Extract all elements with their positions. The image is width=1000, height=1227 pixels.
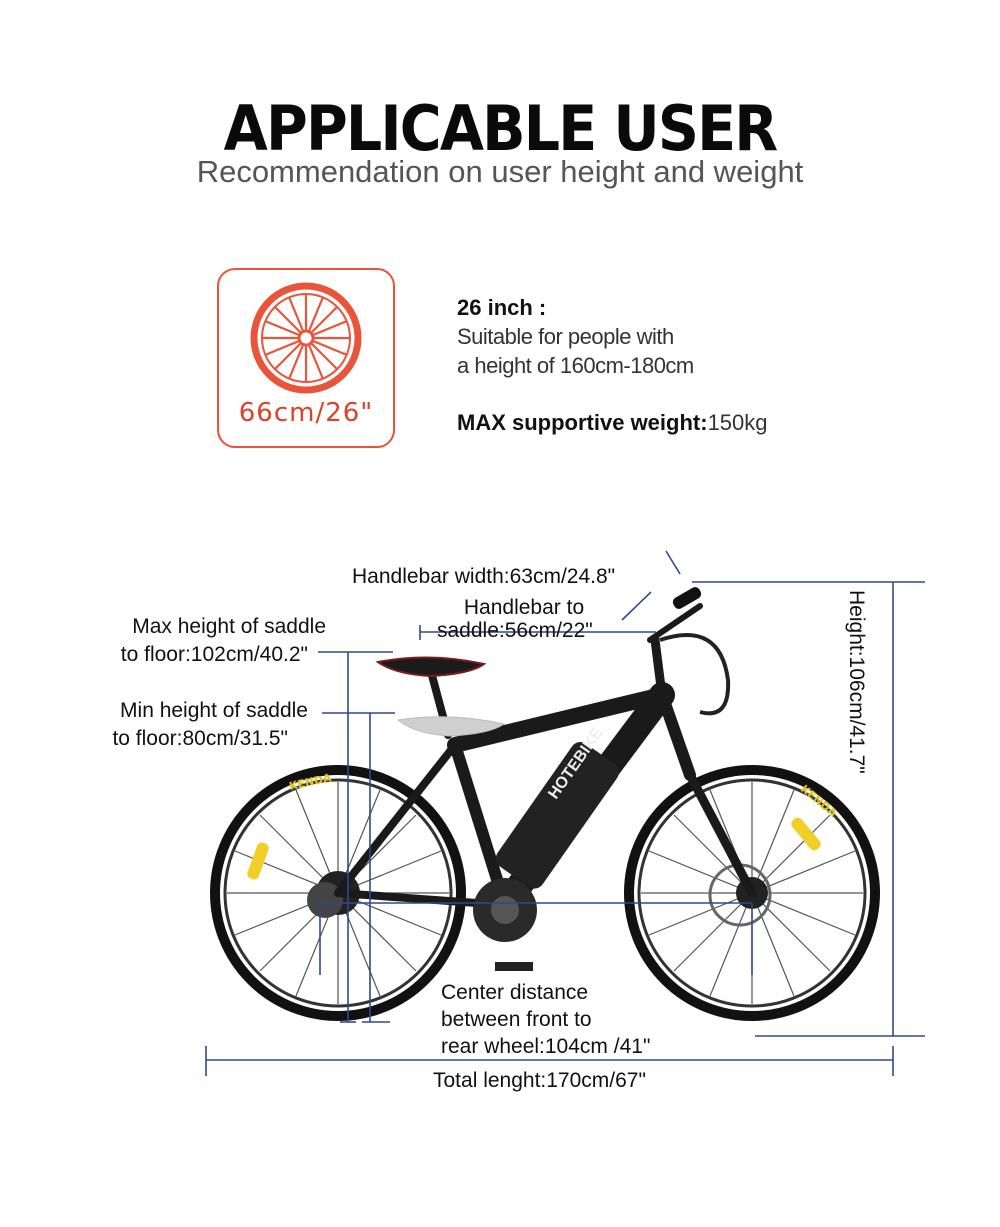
height-label-text: Height:106cm/41.7" (845, 590, 868, 774)
wheelbase-label-3: rear wheel:104cm /41" (441, 1035, 651, 1058)
front-tire-text: KENDA (798, 782, 840, 820)
page-title: APPLICABLE USER (223, 92, 777, 165)
height-label (842, 590, 868, 890)
spec-weight-value: 150kg (707, 410, 768, 435)
handlebar-to-saddle-label-2: saddle:56cm/22" (437, 619, 593, 642)
spec-weight-label: MAX supportive weight: (457, 410, 708, 435)
bike-brand-text: HOTEBIKE (545, 724, 607, 803)
page-subtitle: Recommendation on user height and weight (196, 154, 804, 189)
bicycle-illustration (215, 585, 875, 1016)
min-saddle-label-2: to floor:80cm/31.5" (112, 727, 288, 750)
spec-suitability-line2: a height of 160cm-180cm (457, 353, 694, 378)
wheel-size-card (217, 268, 395, 448)
wheelbase-label-2: between front to (441, 1008, 592, 1031)
min-saddle-label-1: Min height of saddle (120, 699, 308, 722)
rear-tire-text: KENDA (287, 771, 333, 793)
spec-weight (457, 410, 768, 436)
wheelbase-label-1: Center distance (441, 981, 589, 1004)
spec-suitability-line1: Suitable for people with (457, 324, 674, 349)
handlebar-to-saddle-label-1: Handlebar to (463, 596, 585, 619)
handlebar-width-label: Handlebar width:63cm/24.8" (352, 565, 616, 588)
max-saddle-label-2: to floor:102cm/40.2" (120, 643, 308, 666)
bicycle-wheel-icon (250, 282, 362, 394)
wheel-size-label: 66cm/26" (238, 398, 374, 428)
max-saddle-label-1: Max height of saddle (132, 615, 326, 638)
total-length-label: Total lenght:170cm/67" (433, 1069, 646, 1092)
spec-size: 26 inch : (457, 295, 547, 320)
